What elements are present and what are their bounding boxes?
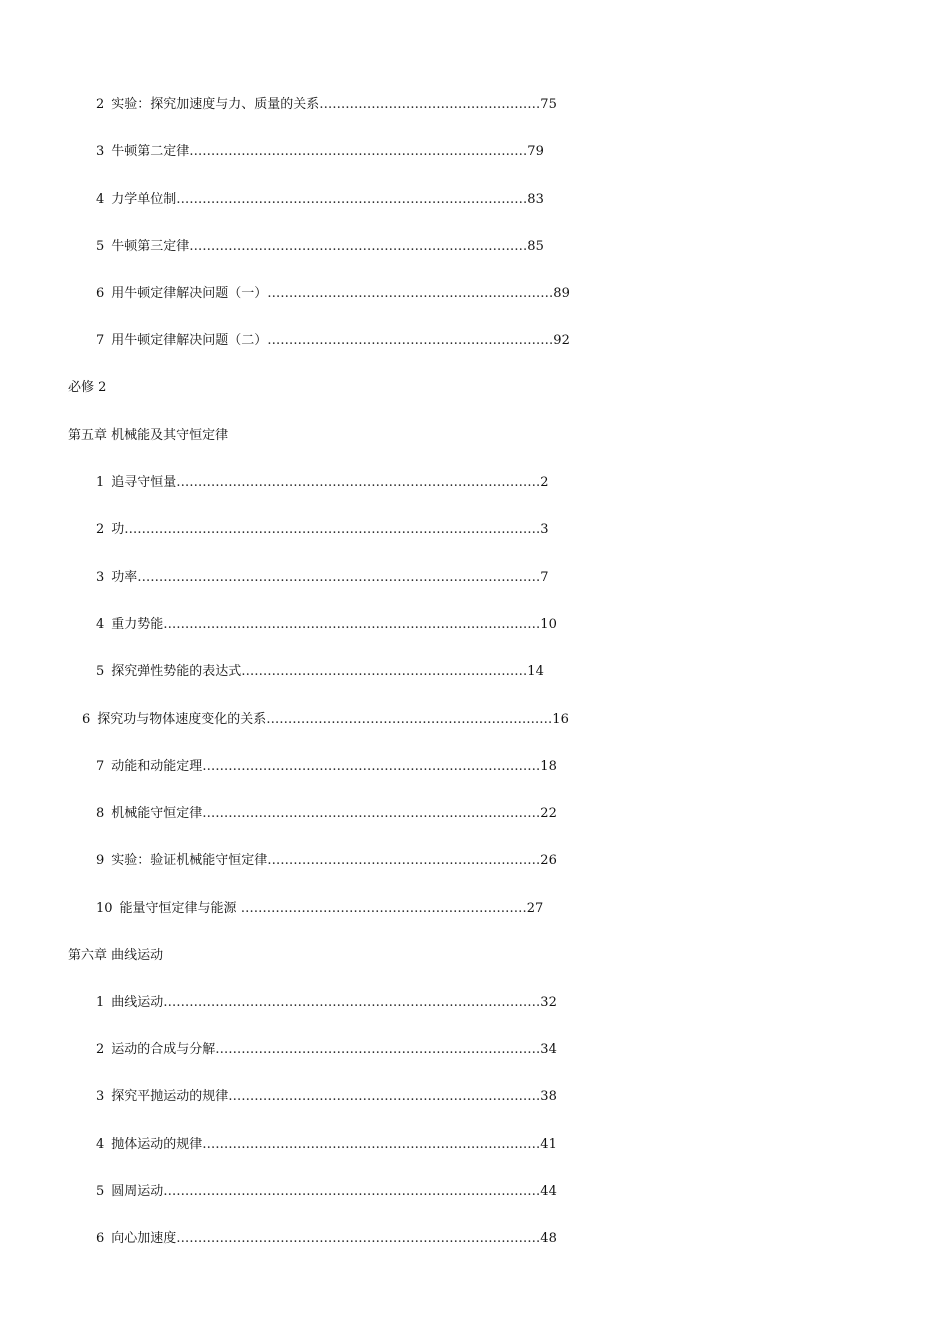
leader-dots: ……………………………………………………………………… <box>176 192 528 207</box>
leader-dots: ……………………………………………………… <box>267 853 541 868</box>
leader-dots: …………………………………………… <box>319 97 541 112</box>
entry-page: 32 <box>540 995 557 1010</box>
entry-number: 3 <box>96 570 105 585</box>
entry-title: 牛顿第二定律 <box>111 144 190 159</box>
entry-number: 5 <box>96 1184 105 1199</box>
toc-entry <box>96 1229 606 1249</box>
entry-page: 3 <box>540 522 549 537</box>
entry-page: 41 <box>540 1137 557 1152</box>
entry-page: 83 <box>527 192 544 207</box>
entry-page: 75 <box>540 97 557 112</box>
entry-title: 运动的合成与分解 <box>111 1042 216 1057</box>
toc-entry <box>96 662 606 682</box>
entry-title: 曲线运动 <box>111 995 164 1010</box>
entry-number: 7 <box>96 333 105 348</box>
toc-entry <box>96 190 588 210</box>
toc-entry <box>96 1087 606 1107</box>
entry-page: 18 <box>540 759 557 774</box>
toc-entry <box>96 520 600 540</box>
leader-dots: …………………………………………………………………… <box>189 144 528 159</box>
entry-page: 44 <box>540 1184 557 1199</box>
toc-entry <box>96 615 606 635</box>
entry-number: 6 <box>96 286 105 301</box>
entry-page: 34 <box>540 1042 557 1057</box>
entry-number: 1 <box>96 995 105 1010</box>
leader-dots: …………………………………………………………………………… <box>163 617 541 632</box>
entry-title: 用牛顿定律解决问题（一） <box>111 286 268 301</box>
entry-title: 圆周运动 <box>111 1184 164 1199</box>
toc-entry <box>96 284 588 304</box>
entry-title: 功率 <box>111 570 138 585</box>
leader-dots: ………………………………………………………………………… <box>176 1231 541 1246</box>
entry-number: 8 <box>96 806 105 821</box>
entry-number: 3 <box>96 144 105 159</box>
leader-dots: ………………………………………………………………………… <box>176 475 541 490</box>
leader-dots: …………………………………………………………………… <box>202 759 541 774</box>
entry-number: 4 <box>96 1137 105 1152</box>
entry-number: 2 <box>96 97 105 112</box>
toc-entry <box>96 237 588 257</box>
entry-number: 4 <box>96 192 105 207</box>
entry-page: 22 <box>540 806 557 821</box>
entry-title: 动能和动能定理 <box>111 759 203 774</box>
leader-dots: …………………………………………………………………… <box>202 806 541 821</box>
entry-page: 2 <box>540 475 549 490</box>
chapter-heading: 第五章 机械能及其守恒定律 <box>68 428 229 443</box>
toc-entry <box>82 710 592 730</box>
toc-entry <box>96 142 588 162</box>
entry-number: 2 <box>96 522 105 537</box>
entry-page: 26 <box>540 853 557 868</box>
leader-dots: ………………………………………………………………… <box>215 1042 541 1057</box>
toc-entry <box>96 757 606 777</box>
entry-title: 力学单位制 <box>111 192 177 207</box>
toc-entry <box>96 1135 606 1155</box>
leader-dots: ………………………………………………………… <box>241 664 528 679</box>
entry-number: 5 <box>96 664 105 679</box>
leader-dots: ………………………………………………………… <box>240 901 527 916</box>
entry-title: 探究平抛运动的规律 <box>111 1089 229 1104</box>
toc-entry <box>96 568 600 588</box>
toc-entry <box>96 473 600 493</box>
leader-dots: …………………………………………………………………………… <box>163 995 541 1010</box>
entry-title: 追寻守恒量 <box>111 475 177 490</box>
leader-dots: ………………………………………………………… <box>267 286 554 301</box>
entry-page: 38 <box>540 1089 557 1104</box>
entry-title: 能量守恒定律与能源 <box>119 901 241 916</box>
entry-number: 1 <box>96 475 105 490</box>
leader-dots: ……………………………………………………………… <box>228 1089 541 1104</box>
entry-page: 48 <box>540 1231 557 1246</box>
entry-number: 9 <box>96 853 105 868</box>
entry-number: 10 <box>96 901 113 916</box>
entry-page: 92 <box>553 333 570 348</box>
entry-title: 重力势能 <box>111 617 164 632</box>
entry-number: 2 <box>96 1042 105 1057</box>
entry-title: 机械能守恒定律 <box>111 806 203 821</box>
leader-dots: …………………………………………………………………… <box>189 239 528 254</box>
entry-title: 抛体运动的规律 <box>111 1137 203 1152</box>
section-heading: 必修 2 <box>68 380 107 395</box>
entry-page: 7 <box>540 570 549 585</box>
entry-number: 6 <box>82 712 91 727</box>
toc-entry <box>96 804 606 824</box>
chapter-heading: 第六章 曲线运动 <box>68 948 164 963</box>
entry-title: 探究功与物体速度变化的关系 <box>97 712 267 727</box>
entry-title: 用牛顿定律解决问题（二） <box>111 333 268 348</box>
entry-title: 向心加速度 <box>111 1231 177 1246</box>
entry-page: 16 <box>552 712 569 727</box>
leader-dots: ………………………………………………………… <box>266 712 553 727</box>
toc-entry <box>96 95 586 115</box>
entry-title: 探究弹性势能的表达式 <box>111 664 242 679</box>
toc-entry <box>96 899 606 919</box>
toc-entry <box>96 993 606 1013</box>
entry-number: 5 <box>96 239 105 254</box>
leader-dots: ………………………………………………………………………………… <box>137 570 541 585</box>
entry-page: 79 <box>527 144 544 159</box>
entry-title: 实验：探究加速度与力、质量的关系 <box>111 97 320 112</box>
toc-entry <box>96 851 606 871</box>
leader-dots: ………………………………………………………… <box>267 333 554 348</box>
entry-title: 实验：验证机械能守恒定律 <box>111 853 268 868</box>
leader-dots: …………………………………………………………………… <box>202 1137 541 1152</box>
entry-number: 3 <box>96 1089 105 1104</box>
toc-entry <box>96 1040 606 1060</box>
leader-dots: …………………………………………………………………………… <box>163 1184 541 1199</box>
entry-number: 6 <box>96 1231 105 1246</box>
entry-page: 89 <box>553 286 570 301</box>
entry-page: 85 <box>527 239 544 254</box>
entry-page: 27 <box>526 901 544 916</box>
entry-number: 4 <box>96 617 105 632</box>
entry-page: 10 <box>540 617 557 632</box>
toc-entry <box>96 1182 606 1202</box>
entry-number: 7 <box>96 759 105 774</box>
entry-title: 功 <box>111 522 125 537</box>
entry-page: 14 <box>527 664 544 679</box>
toc-entry <box>96 331 588 351</box>
leader-dots: …………………………………………………………………………………… <box>124 522 541 537</box>
entry-title: 牛顿第三定律 <box>111 239 190 254</box>
